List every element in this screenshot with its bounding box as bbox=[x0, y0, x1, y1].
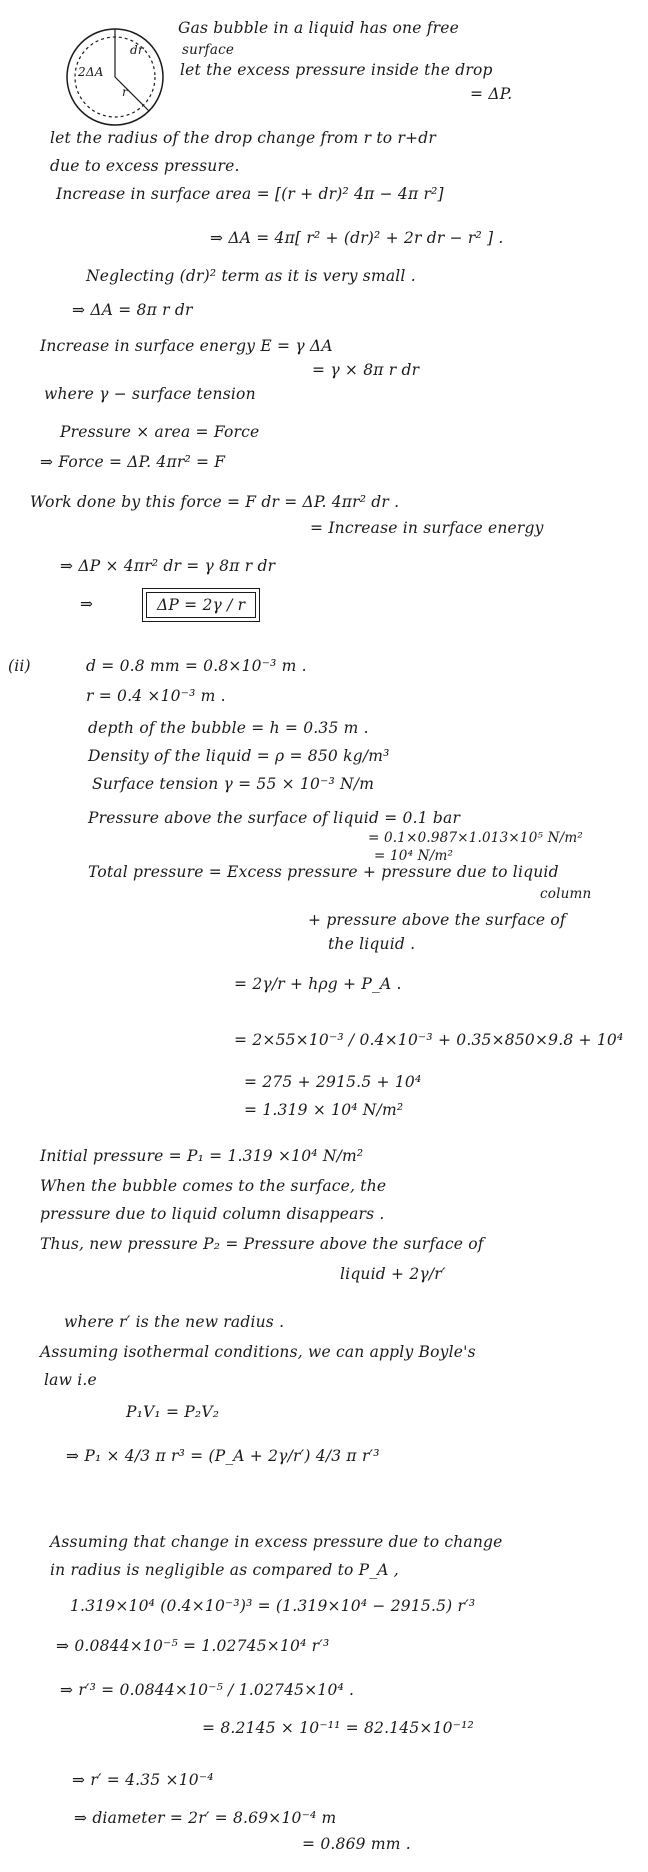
derivation-line-11: ⇒ Force = ΔP. 4πr² = F bbox=[40, 453, 226, 471]
calc-line-4: = 8.2145 × 10⁻¹¹ = 82.145×10⁻¹² bbox=[202, 1719, 474, 1737]
sketch-area-label: 2ΔA bbox=[78, 65, 104, 79]
new-pressure-line-1: Thus, new pressure P₂ = Pressure above the surface of bbox=[40, 1235, 484, 1253]
calc-line-1: 1.319×10⁴ (0.4×10⁻³)³ = (1.319×10⁴ − 2915.5) r′³ bbox=[70, 1597, 476, 1615]
sketch-dr-label: dr bbox=[130, 43, 144, 57]
derivation-line-2: due to excess pressure. bbox=[50, 157, 240, 175]
boyle-substitution: ⇒ P₁ × 4/3 π r³ = (P_A + 2γ/r′) 4/3 π r′³ bbox=[66, 1447, 380, 1465]
new-pressure-line-2: liquid + 2γ/r′ bbox=[340, 1265, 446, 1283]
total-equation-2: = 2×55×10⁻³ / 0.4×10⁻³ + 0.35×850×9.8 + 10⁴ bbox=[234, 1031, 624, 1049]
result-arrow: ⇒ bbox=[80, 595, 94, 613]
derivation-line-8: = γ × 8π r dr bbox=[312, 361, 420, 379]
total-equation-4: = 1.319 × 10⁴ N/m² bbox=[244, 1101, 404, 1119]
part-marker: (ii) bbox=[8, 657, 31, 675]
pressure-above-line-2: = 0.1×0.987×1.013×10⁵ N/m² bbox=[368, 830, 583, 846]
derivation-line-4: ⇒ ΔA = 4π[ r² + (dr)² + 2r dr − r² ] . bbox=[210, 229, 504, 247]
derivation-line-6: ⇒ ΔA = 8π r dr bbox=[72, 301, 193, 319]
pressure-above-line-1: Pressure above the surface of liquid = 0.1 bar bbox=[88, 809, 461, 827]
total-pressure-line-2: column bbox=[540, 886, 592, 902]
calc-line-3: ⇒ r′³ = 0.0844×10⁻⁵ / 1.02745×10⁴ . bbox=[60, 1681, 355, 1699]
intro-line-1: Gas bubble in a liquid has one free bbox=[178, 19, 459, 37]
initial-pressure: Initial pressure = P₁ = 1.319 ×10⁴ N/m² bbox=[40, 1147, 364, 1165]
total-pressure-line-4: the liquid . bbox=[328, 935, 416, 953]
new-radius-note: where r′ is the new radius . bbox=[64, 1313, 285, 1331]
calc-line-2: ⇒ 0.0844×10⁻⁵ = 1.02745×10⁴ r′³ bbox=[56, 1637, 330, 1655]
sketch-radius-label: r bbox=[122, 85, 128, 99]
isothermal-line-1: Assuming isothermal conditions, we can apply Boyle's bbox=[40, 1343, 476, 1361]
surface-line-1: When the bubble comes to the surface, the bbox=[40, 1177, 387, 1195]
total-pressure-line-3: + pressure above the surface of bbox=[308, 911, 566, 929]
given-radius: r = 0.4 ×10⁻³ m . bbox=[86, 687, 226, 705]
given-tension: Surface tension γ = 55 × 10⁻³ N/m bbox=[92, 775, 375, 793]
derivation-line-14: ⇒ ΔP × 4πr² dr = γ 8π r dr bbox=[60, 557, 276, 575]
calc-line-7: = 0.869 mm . bbox=[302, 1835, 411, 1853]
derivation-line-10: Pressure × area = Force bbox=[60, 423, 260, 441]
isothermal-line-2: law i.e bbox=[44, 1371, 97, 1389]
derivation-line-9: where γ − surface tension bbox=[44, 385, 256, 403]
total-equation-1: = 2γ/r + hρg + P_A . bbox=[234, 975, 402, 993]
negligible-line-1: Assuming that change in excess pressure due to change bbox=[50, 1533, 503, 1551]
calc-line-5: ⇒ r′ = 4.35 ×10⁻⁴ bbox=[72, 1771, 214, 1789]
given-density: Density of the liquid = ρ = 850 kg/m³ bbox=[88, 747, 390, 765]
derivation-line-7: Increase in surface energy E = γ ΔA bbox=[40, 337, 333, 355]
boxed-result: ΔP = 2γ / r bbox=[146, 592, 256, 618]
intro-line-2: surface bbox=[182, 42, 235, 58]
derivation-line-5: Neglecting (dr)² term as it is very small . bbox=[86, 267, 416, 285]
calc-line-6: ⇒ diameter = 2r′ = 8.69×10⁻⁴ m bbox=[74, 1809, 337, 1827]
intro-line-3: let the excess pressure inside the drop bbox=[180, 61, 493, 79]
surface-line-2: pressure due to liquid column disappears . bbox=[40, 1205, 385, 1223]
derivation-line-12: Work done by this force = F dr = ΔP. 4πr² dr . bbox=[30, 493, 400, 511]
boyle-law: P₁V₁ = P₂V₂ bbox=[126, 1403, 220, 1421]
given-depth: depth of the bubble = h = 0.35 m . bbox=[88, 719, 369, 737]
derivation-line-13: = Increase in surface energy bbox=[310, 519, 544, 537]
total-pressure-line-1: Total pressure = Excess pressure + pressure due to liquid bbox=[88, 863, 559, 881]
derivation-line-1: let the radius of the drop change from r to r+dr bbox=[50, 129, 436, 147]
negligible-line-2: in radius is negligible as compared to P_A , bbox=[50, 1561, 399, 1579]
pressure-above-line-3: = 10⁴ N/m² bbox=[374, 848, 454, 864]
bubble-sketch bbox=[60, 22, 170, 132]
total-equation-3: = 275 + 2915.5 + 10⁴ bbox=[244, 1073, 422, 1091]
intro-line-4: = ΔP. bbox=[470, 85, 513, 103]
given-diameter: d = 0.8 mm = 0.8×10⁻³ m . bbox=[86, 657, 307, 675]
derivation-line-3: Increase in surface area = [(r + dr)² 4π − 4π r²] bbox=[56, 185, 444, 203]
